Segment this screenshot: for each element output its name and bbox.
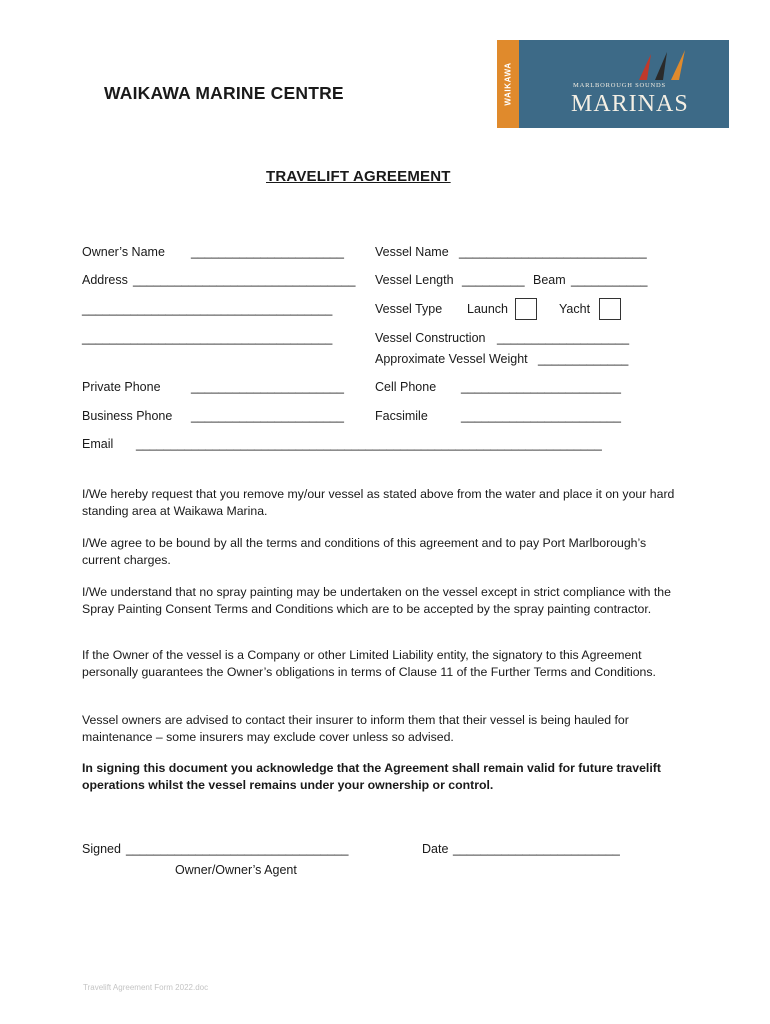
yacht-checkbox[interactable] (599, 298, 621, 320)
date-field[interactable]: ________________________ (453, 842, 620, 856)
vessel-construction-field[interactable]: ___________________ (497, 331, 630, 345)
approx-weight-label: Approximate Vessel Weight (375, 352, 528, 366)
acknowledgement: In signing this document you acknowledge that the Agreement shall remain valid for future travelift operations whilst the vessel remains under your ownership or control. (82, 761, 661, 792)
footer-filename: Travelift Agreement Form 2022.doc (83, 983, 209, 992)
logo-strip-text: WAIKAWA (503, 62, 513, 106)
signature-field[interactable]: ________________________________ (126, 842, 349, 856)
business-phone-field[interactable]: ______________________ (191, 409, 344, 423)
logo-strip (497, 40, 519, 128)
address-label: Address (82, 273, 128, 287)
cell-phone-field[interactable]: _______________________ (461, 380, 621, 394)
owners-name-label: Owner’s Name (82, 245, 165, 259)
address-line-3-field[interactable]: ____________________________________ (82, 331, 333, 345)
launch-checkbox[interactable] (515, 298, 537, 320)
sails-icon (635, 48, 691, 82)
logo-subtitle: MARLBOROUGH SOUNDS (573, 82, 666, 89)
marinas-logo (497, 40, 729, 128)
business-phone-label: Business Phone (82, 409, 173, 423)
email-label: Email (82, 437, 114, 451)
address-field[interactable]: ________________________________ (133, 273, 356, 287)
paragraph-insurer: Vessel owners are advised to contact their insurer to inform them that their vessel is being hauled for maintenance – some insurers may exclude cover unless so advised. (82, 713, 629, 744)
vessel-name-field[interactable]: ___________________________ (459, 245, 647, 259)
beam-field[interactable]: ___________ (571, 273, 648, 287)
paragraph-request: I/We hereby request that you remove my/our vessel as stated above from the water and place it on your hard standing area at Waikawa Marina. (82, 487, 675, 518)
approx-weight-field[interactable]: _____________ (538, 352, 629, 366)
cell-phone-label: Cell Phone (375, 380, 437, 394)
vessel-name-label: Vessel Name (375, 245, 449, 259)
signature-caption: Owner/Owner’s Agent (175, 863, 297, 877)
vessel-length-label: Vessel Length (375, 273, 454, 287)
beam-label: Beam (533, 273, 566, 287)
logo-wordmark: MARINAS (571, 91, 689, 117)
date-label: Date (422, 842, 449, 856)
facsimile-field[interactable]: _______________________ (461, 409, 621, 423)
centre-name: WAIKAWA MARINE CENTRE (104, 83, 344, 103)
launch-label: Launch (467, 302, 509, 316)
facsimile-label: Facsimile (375, 409, 428, 423)
email-field[interactable]: ___________________________________________________________________ (136, 437, 602, 451)
signed-label: Signed (82, 842, 121, 856)
paragraph-terms: I/We agree to be bound by all the terms and conditions of this agreement and to pay Port Marlborough’s current charges. (82, 536, 647, 567)
vessel-length-field[interactable]: _________ (462, 273, 525, 287)
owners-name-field[interactable]: ______________________ (191, 245, 344, 259)
paragraph-spray-painting: I/We understand that no spray painting may be undertaken on the vessel except in strict compliance with the Spray Painting Consent Terms and Conditions which are to be accepted by the spray painting contractor. (82, 585, 671, 616)
private-phone-field[interactable]: ______________________ (191, 380, 344, 394)
vessel-construction-label: Vessel Construction (375, 331, 486, 345)
address-line-2-field[interactable]: ____________________________________ (82, 302, 333, 316)
paragraph-guarantee: If the Owner of the vessel is a Company or other Limited Liability entity, the signatory to this Agreement personally guarantees the Owner’s obligations in terms of Clause 11 of the Further Terms and Conditions. (82, 648, 656, 679)
vessel-type-label: Vessel Type (375, 302, 443, 316)
yacht-label: Yacht (559, 302, 591, 316)
private-phone-label: Private Phone (82, 380, 161, 394)
page-title: TRAVELIFT AGREEMENT (266, 168, 451, 185)
